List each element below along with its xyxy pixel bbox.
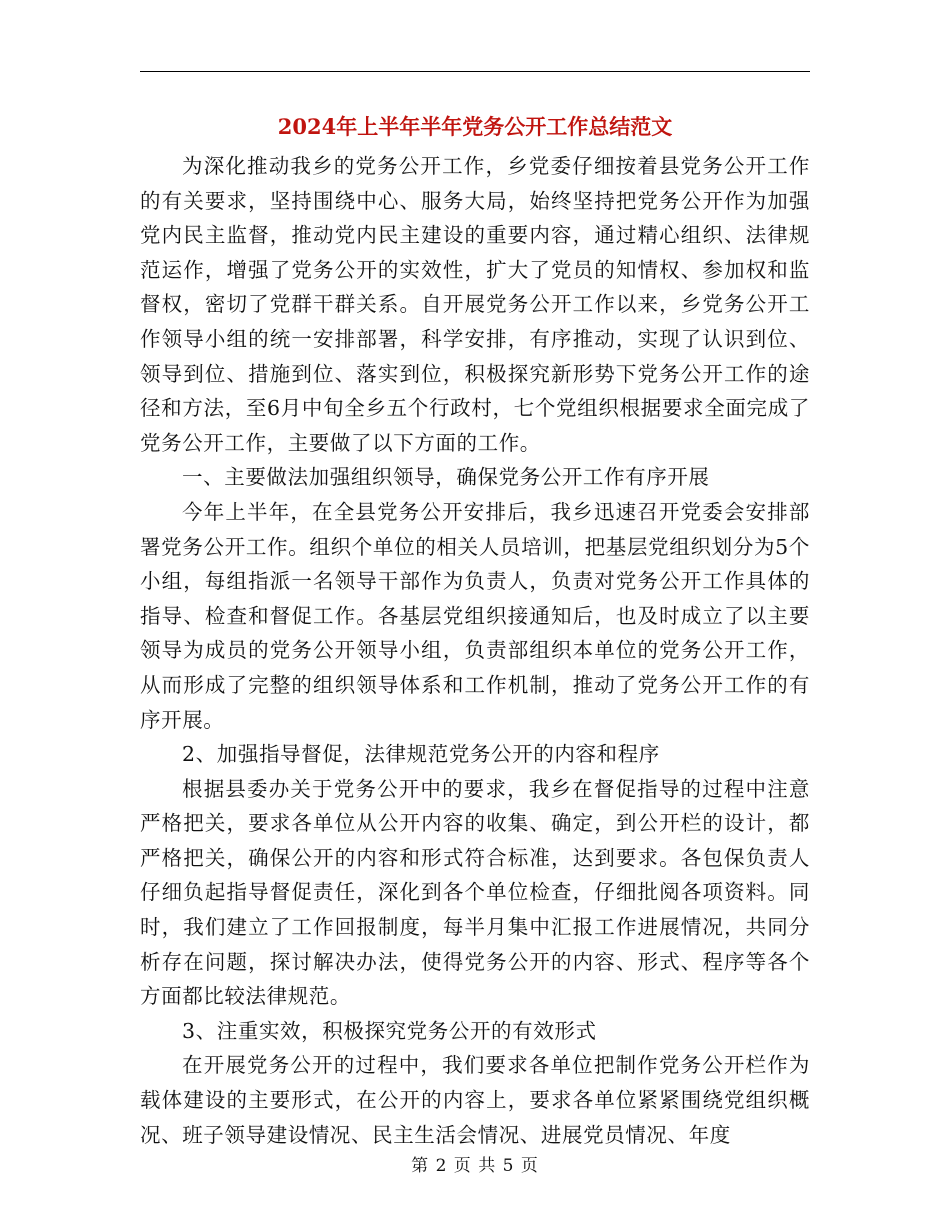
section-heading-3: 3、注重实效，积极探究党务公开的有效形式 xyxy=(182,1018,597,1043)
page-number-footer: 第 2 页 共 5 页 xyxy=(411,1156,539,1176)
section-heading-2: 2、加强指导督促，法律规范党务公开的内容和程序 xyxy=(182,742,660,767)
paragraph-intro: 为深化推动我乡的党务公开工作，乡党委仔细按着县党务公开工作的有关要求，坚持围绕中心、服务大局，始终坚持把党务公开作为加强党内民主监督，推动党内民主建设的重要内容，通过精心组织、法律规范运作，增强了党务公开的实效性，扩大了党员的知情权、参加权和监督权，密切了党群干群关系。自开展党务公开工作以来，乡党务公开工作领导小组的统一安排部署，科学安排，有序推动，实现了认识到位、领导到位、措施到位、落实到位，积极探究新形势下党务公开工作的途径和方法，至6月中旬全乡五个行政村，七个党组织根据要求全面完成了党务公开工作，主要做了以下方面的工作。 xyxy=(140,154,810,455)
document-body xyxy=(140,149,810,1152)
paragraph-section-1: 今年上半年，在全县党务公开安排后，我乡迅速召开党委会安排部署党务公开工作。组织个单位的相关人员培训，把基层党组织划分为5个小组，每组指派一名领导干部作为负责人，负责对党务公开工作具体的指导、检查和督促工作。各基层党组织接通知后，也及时成立了以主要领导为成员的党务公开领导小组，负责部组织本单位的党务公开工作，从而形成了完整的组织领导体系和工作机制，推动了党务公开工作的有序开展。 xyxy=(140,499,810,732)
header-rule xyxy=(140,71,810,72)
document-title: 2024年上半年半年党务公开工作总结范文 xyxy=(277,114,673,139)
paragraph-section-3: 在开展党务公开的过程中，我们要求各单位把制作党务公开栏作为载体建设的主要形式，在公开的内容上，要求各单位紧紧围绕党组织概况、班子领导建设情况、民主生活会情况、进展党员情况、年度 xyxy=(140,1053,810,1147)
paragraph-section-2: 根据县委办关于党务公开中的要求，我乡在督促指导的过程中注意严格把关，要求各单位从公开内容的收集、确定，到公开栏的设计，都严格把关，确保公开的内容和形式符合标准，达到要求。各包保负责人仔细负起指导督促责任，深化到各个单位检查，仔细批阅各项资料。同时，我们建立了工作回报制度，每半月集中汇报工作进展情况，共同分析存在问题，探讨解决办法，使得党务公开的内容、形式、程序等各个方面都比较法律规范。 xyxy=(140,776,810,1009)
section-heading-1: 一、主要做法加强组织领导，确保党务公开工作有序开展 xyxy=(182,465,710,490)
